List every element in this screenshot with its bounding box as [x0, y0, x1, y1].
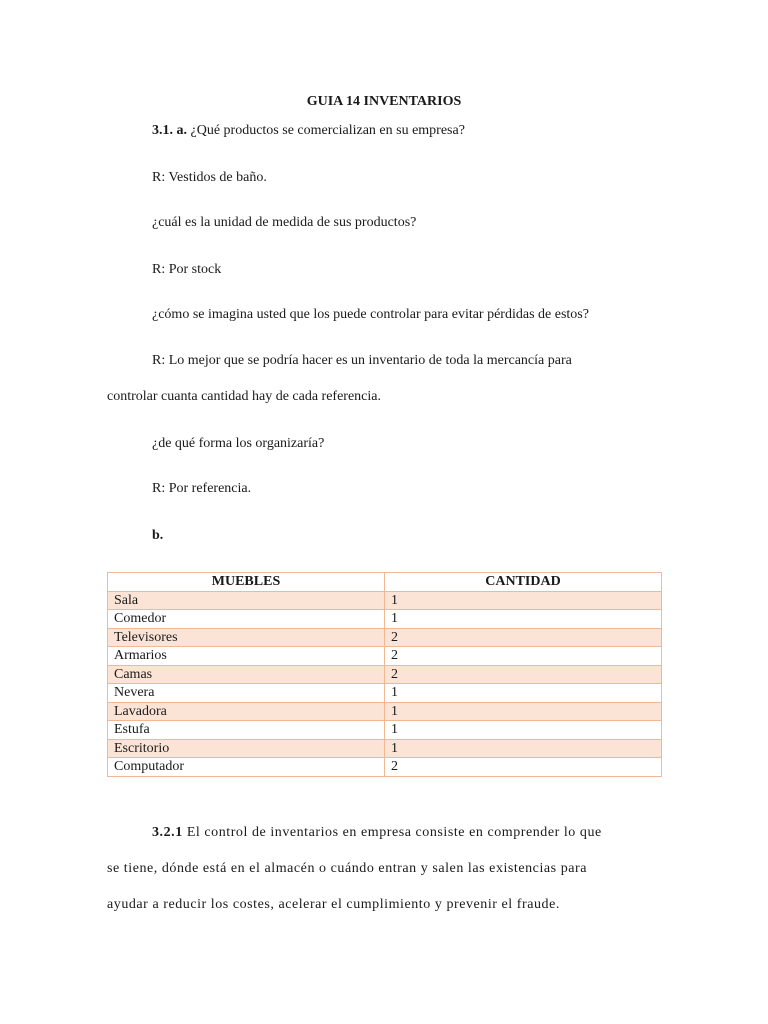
quantity-cell: 1 — [385, 739, 662, 758]
document-title: GUIA 14 INVENTARIOS — [306, 94, 462, 109]
quantity-cell: 1 — [385, 684, 662, 703]
item-name-cell: Comedor — [108, 610, 385, 629]
question-text: ¿cómo se imagina usted que los puede controlar para evitar pérdidas de estos? — [152, 307, 589, 322]
answer-text: R: Lo mejor que se podría hacer es un inventario de toda la mercancía para — [152, 353, 572, 368]
answer-text: R: Por stock — [152, 262, 222, 277]
section-b-label — [152, 527, 163, 544]
table-row — [108, 647, 662, 666]
quantity-cell: 2 — [385, 628, 662, 647]
paragraph-text: El control de inventarios en empresa consiste en comprender lo que — [186, 825, 602, 840]
table-row — [108, 628, 662, 647]
quantity-cell: 1 — [385, 702, 662, 721]
table-row — [108, 610, 662, 629]
section-letter: a. — [176, 123, 187, 138]
table-row — [108, 721, 662, 740]
question-3-1-a — [152, 122, 465, 139]
section-number: 3.1. — [152, 123, 173, 138]
answer-text-continued: controlar cuanta cantidad hay de cada referencia. — [107, 389, 381, 404]
table-row — [108, 684, 662, 703]
question-text: ¿cuál es la unidad de medida de sus productos? — [152, 215, 417, 230]
question-text: ¿Qué productos se comercializan en su empresa? — [190, 123, 465, 138]
column-header-cantidad: CANTIDAD — [385, 573, 662, 592]
table-row — [108, 702, 662, 721]
item-name-cell: Computador — [108, 758, 385, 777]
quantity-cell: 2 — [385, 758, 662, 777]
paragraph-3-2-1-line-2: se tiene, dónde está en el almacén o cuándo entran y salen las existencias para — [107, 861, 587, 876]
table-row — [108, 665, 662, 684]
quantity-cell: 2 — [385, 665, 662, 684]
table-row — [108, 591, 662, 610]
paragraph-3-2-1-line-1 — [152, 824, 602, 841]
answer-text: R: Por referencia. — [152, 481, 252, 496]
item-name-cell: Camas — [108, 665, 385, 684]
table-header-row — [108, 573, 662, 592]
quantity-cell: 1 — [385, 610, 662, 629]
column-header-muebles: MUEBLES — [108, 573, 385, 592]
paragraph-3-2-1-line-3: ayudar a reducir los costes, acelerar el cumplimiento y prevenir el fraude. — [107, 897, 560, 912]
item-name-cell: Lavadora — [108, 702, 385, 721]
table-row — [108, 739, 662, 758]
item-name-cell: Escritorio — [108, 739, 385, 758]
question-text: ¿de qué forma los organizaría? — [152, 436, 325, 451]
table-row — [108, 758, 662, 777]
item-name-cell: Sala — [108, 591, 385, 610]
quantity-cell: 2 — [385, 647, 662, 666]
inventory-table — [107, 572, 662, 777]
quantity-cell: 1 — [385, 591, 662, 610]
item-name-cell: Nevera — [108, 684, 385, 703]
quantity-cell: 1 — [385, 721, 662, 740]
answer-text: R: Vestidos de baño. — [152, 170, 267, 185]
section-b-letter: b. — [152, 528, 164, 543]
item-name-cell: Estufa — [108, 721, 385, 740]
item-name-cell: Armarios — [108, 647, 385, 666]
section-number: 3.2.1 — [152, 825, 183, 840]
item-name-cell: Televisores — [108, 628, 385, 647]
